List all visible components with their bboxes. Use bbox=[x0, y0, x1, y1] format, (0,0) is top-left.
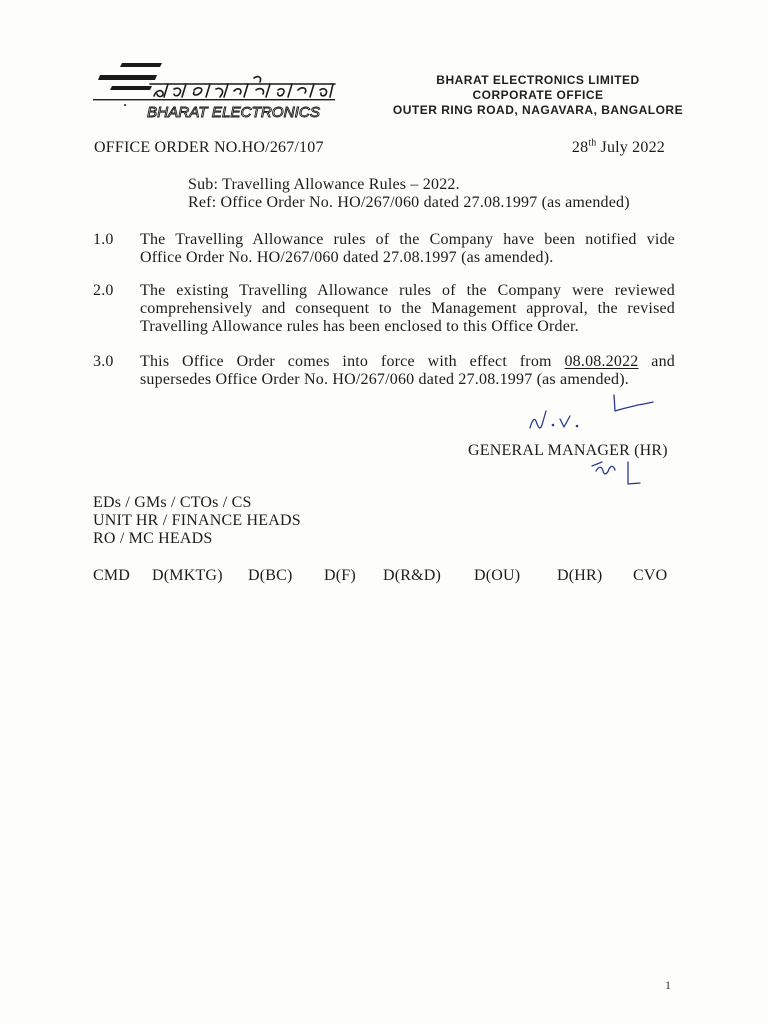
reference-line: Ref: Office Order No. HO/267/060 dated 27.08.1997 (as amended) bbox=[188, 194, 630, 211]
paragraph-line bbox=[140, 353, 675, 371]
recipient-line: RO / MC HEADS bbox=[93, 530, 213, 547]
order-date-day: 28 bbox=[571, 139, 589, 156]
office-address: OUTER RING ROAD, NAGAVARA, BANGALORE bbox=[392, 103, 684, 117]
distribution-item: D(OU) bbox=[474, 567, 521, 584]
subject-line: Sub: Travelling Allowance Rules – 2022. bbox=[188, 176, 460, 193]
page-number: 1 bbox=[665, 978, 671, 992]
signature-image bbox=[520, 390, 660, 440]
recipient-line: EDs / GMs / CTOs / CS bbox=[93, 494, 252, 511]
distribution-item: CVO bbox=[633, 567, 668, 584]
distribution-item: D(MKTG) bbox=[152, 567, 223, 584]
paragraph-number: 2.0 bbox=[93, 282, 114, 299]
paragraph-text: This Office Order comes into force with effect from bbox=[140, 353, 552, 370]
paragraph-number: 1.0 bbox=[93, 231, 114, 248]
initials-image bbox=[588, 456, 648, 490]
paragraph-line: Travelling Allowance rules has been enclosed to this Office Order. bbox=[140, 318, 579, 335]
paragraph-line: The Travelling Allowance rules of the Company have been notified vide bbox=[140, 231, 675, 248]
order-date-month-year: July 2022 bbox=[600, 139, 665, 156]
office-order-number: OFFICE ORDER NO.HO/267/107 bbox=[94, 139, 324, 156]
order-date bbox=[572, 139, 665, 157]
distribution-item: D(R&D) bbox=[383, 567, 442, 584]
office-name: CORPORATE OFFICE bbox=[472, 88, 604, 102]
signatory-title: GENERAL MANAGER (HR) bbox=[468, 442, 668, 459]
paragraph-line: supersedes Office Order No. HO/267/060 dated 27.08.1997 (as amended). bbox=[140, 371, 629, 388]
distribution-item: D(F) bbox=[324, 567, 356, 584]
effective-date: 08.08.2022 bbox=[564, 353, 639, 370]
logo-hindi-wordmark bbox=[150, 77, 335, 97]
distribution-item: D(BC) bbox=[248, 567, 293, 584]
paragraph-line: Office Order No. HO/267/060 dated 27.08.1997 (as amended). bbox=[140, 249, 554, 266]
paragraph-text: and bbox=[651, 353, 675, 370]
recipient-line: UNIT HR / FINANCE HEADS bbox=[93, 512, 301, 529]
distribution-item: CMD bbox=[93, 567, 131, 584]
company-logo bbox=[88, 56, 340, 122]
paragraph-line: The existing Travelling Allowance rules of the Company were reviewed bbox=[140, 282, 675, 299]
paragraph-line: comprehensively and consequent to the Management approval, the revised bbox=[140, 300, 675, 317]
distribution-item: D(HR) bbox=[557, 567, 603, 584]
order-date-suffix: th bbox=[588, 137, 597, 149]
logo-english-wordmark: BHARAT ELECTRONICS bbox=[147, 104, 320, 121]
paragraph-number: 3.0 bbox=[93, 353, 114, 370]
company-name: BHARAT ELECTRONICS LIMITED bbox=[436, 73, 640, 87]
